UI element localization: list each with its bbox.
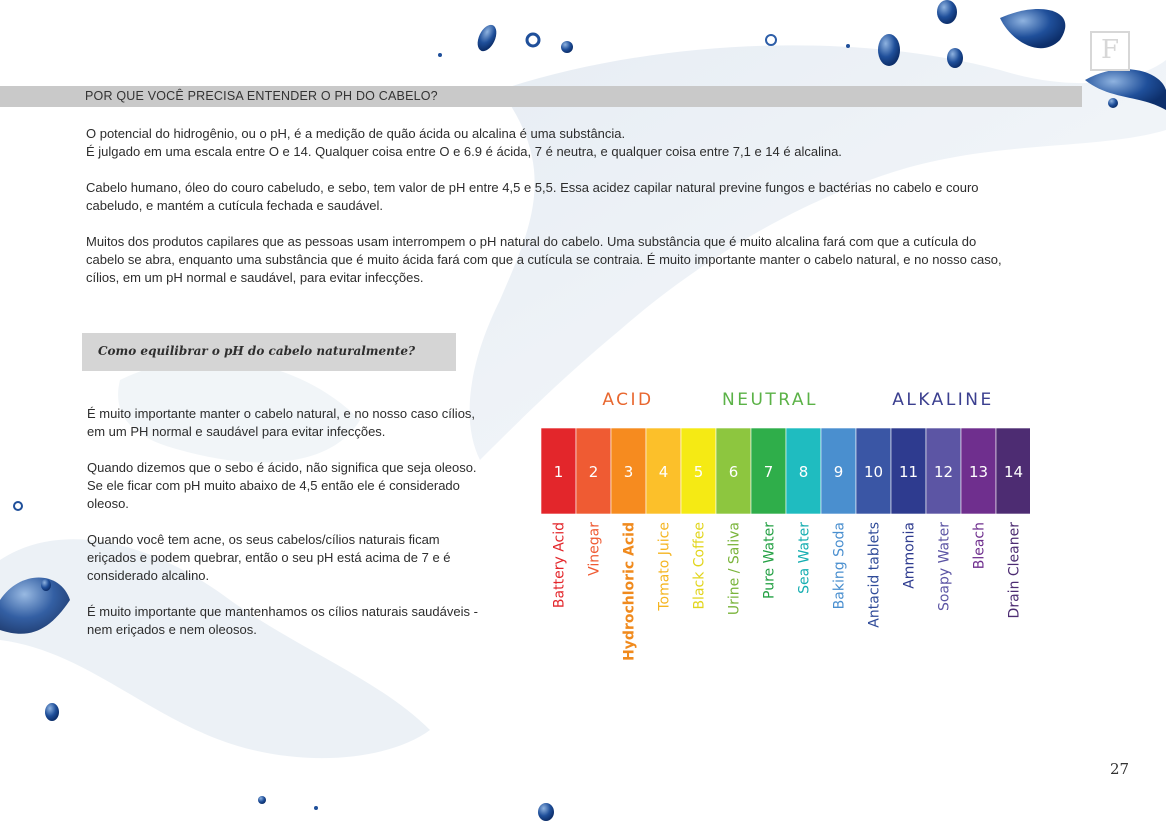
ph-header-acid: ACID [602, 390, 654, 410]
ph-value-13: 13 [968, 463, 989, 481]
ph-header-neutral: NEUTRAL [721, 390, 819, 410]
ph-label-12: Soapy Water [936, 522, 953, 612]
brand-logo-icon [1090, 31, 1130, 71]
ph-value-1: 1 [553, 463, 564, 481]
ph-value-12: 12 [933, 463, 954, 481]
ph-label-7: Pure Water [761, 522, 778, 599]
ph-label-5: Black Coffee [691, 522, 708, 610]
ph-label-14: Drain Cleaner [1006, 522, 1023, 619]
ph-scale-chart [530, 380, 1030, 680]
logo-glyph: F [1100, 35, 1120, 65]
section-body [87, 405, 487, 657]
intro-paragraph-1-line-1: O potencial do hidrogênio, ou o pH, é a medição de quão ácida ou alcalina é uma substância. [86, 126, 626, 141]
ph-label-6: Urine / Saliva [726, 522, 743, 616]
ph-label-2: Vinegar [586, 522, 603, 576]
ph-value-10: 10 [863, 463, 884, 481]
section-paragraph-1: É muito importante manter o cabelo natural, e no nosso caso cílios, em um PH normal e saudável para evitar infecções. [87, 406, 476, 439]
page-number: 27 [1110, 760, 1130, 778]
section-heading: Como equilibrar o pH do cabelo naturalmente? [98, 344, 416, 358]
ph-value-6: 6 [728, 463, 739, 481]
ph-label-10: Antacid tablets [866, 522, 883, 628]
title-bar [0, 86, 1082, 107]
ph-label-13: Bleach [971, 522, 988, 570]
ph-value-9: 9 [833, 463, 844, 481]
intro-paragraph-1-line-2: É julgado em uma escala entre O e 14. Qualquer coisa entre O e 6.9 é ácida, 7 é neutra, e qualquer coisa entre 7,1 e 14 é alcalina. [86, 144, 842, 159]
ph-label-3: Hydrochloric Acid [621, 522, 638, 661]
ph-value-3: 3 [623, 463, 634, 481]
section-paragraph-4: É muito importante que mantenhamos os cílios naturais saudáveis - nem eriçados e nem oleosos. [87, 604, 478, 637]
ph-value-8: 8 [798, 463, 809, 481]
intro-paragraph-2: Cabelo humano, óleo do couro cabeludo, e sebo, tem valor de pH entre 4,5 e 5,5. Essa acidez capilar natural previne fungos e bactérias no cabelo e couro cabeludo, e mantém a cutícula fechada e saudável. [86, 180, 979, 213]
section-paragraph-3: Quando você tem acne, os seus cabelos/cílios naturais ficam eriçados e podem quebrar, então o seu pH está acima de 7 e é considerado alcalino. [87, 532, 451, 583]
page-title: POR QUE VOCÊ PRECISA ENTENDER O PH DO CABELO? [85, 89, 438, 103]
section-paragraph-2: Quando dizemos que o sebo é ácido, não significa que seja oleoso. Se ele ficar com pH muito abaixo de 4,5 então ele é considerado oleoso. [87, 460, 477, 511]
ph-label-1: Battery Acid [551, 522, 568, 609]
ph-header-alkaline: ALKALINE [892, 390, 994, 410]
ph-label-8: Sea Water [796, 522, 813, 594]
ph-value-4: 4 [658, 463, 669, 481]
section-heading-box [82, 333, 456, 371]
intro-text [86, 125, 1016, 305]
ph-label-4: Tomato Juice [656, 522, 673, 611]
ph-value-14: 14 [1003, 463, 1024, 481]
ph-label-9: Baking Soda [831, 522, 848, 610]
ph-value-5: 5 [693, 463, 704, 481]
intro-paragraph-3: Muitos dos produtos capilares que as pessoas usam interrompem o pH natural do cabelo. Uma substância que é muito alcalina fará com que a cutícula do cabelo se abra, enquanto uma substância que é muito ácida fará com que a cutícula se contraia. É muito importante manter o cabelo natural, e no nosso caso, cílios, em um pH normal e saudável, para evitar infecções. [86, 234, 1002, 285]
ph-label-11: Ammonia [901, 522, 918, 589]
ph-value-11: 11 [898, 463, 919, 481]
intro-paragraph-1 [86, 125, 1016, 161]
ph-value-2: 2 [588, 463, 599, 481]
ph-value-7: 7 [763, 463, 774, 481]
